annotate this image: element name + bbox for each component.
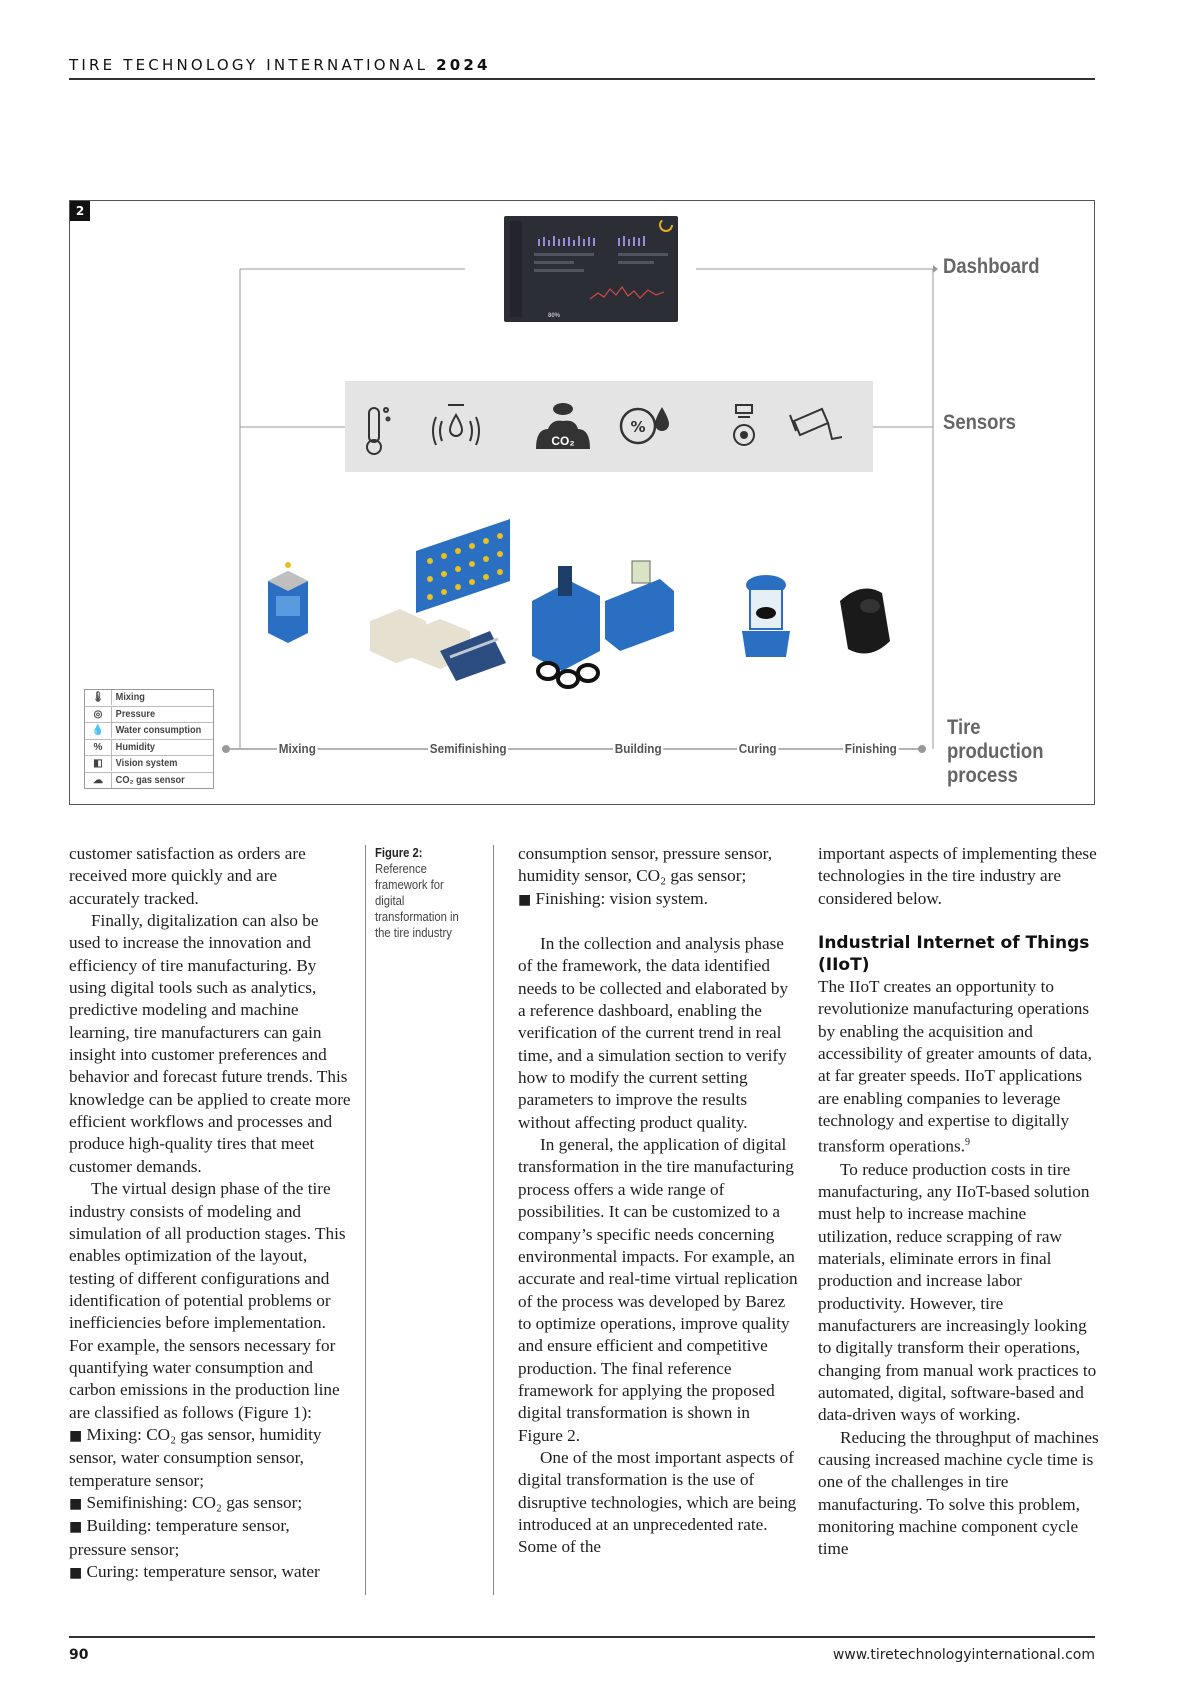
label-dashboard: Dashboard <box>943 255 1040 278</box>
running-header <box>69 56 1095 74</box>
paragraph: Reducing the throughput of machines causing increased machine cycle time is one of the challenges in tire manufacturing. To solve this problem, monitoring machine component cycle time <box>818 1427 1099 1559</box>
bullet-square-icon: ■ <box>69 1565 83 1581</box>
footnote-ref: 9 <box>965 1137 971 1149</box>
paragraph: In the collection and analysis phase of the framework, the data identified needs to be collected and elaborated by a reference dashboard, enabling the verification of the current trend in real time, and a simulation section to verify how to modify the current setting parameters to improve the results without affecting product quality. <box>518 934 789 1132</box>
paragraph: One of the most important aspects of digital transformation is the use of disruptive technologies, which are being introduced at an unprecedented rate. Some of the <box>518 1447 797 1557</box>
co2-sensor-icon: ☁ <box>85 773 112 788</box>
stage-finishing: Finishing <box>844 741 897 756</box>
pressure-sensor-icon: ◎ <box>85 707 112 722</box>
sensor-legend <box>84 689 214 789</box>
page-number: 90 <box>69 1647 89 1663</box>
caption-text: Reference framework for digital transformation in the tire industry <box>375 862 459 940</box>
semifinishing-machine <box>370 519 510 681</box>
legend-row <box>85 707 213 724</box>
footer-rule <box>69 1636 1095 1638</box>
figure-2 <box>69 200 1095 805</box>
bullet-item <box>518 888 798 911</box>
legend-label: CO₂ gas sensor <box>115 774 185 786</box>
framework-diagram <box>70 201 1093 803</box>
finishing-tire <box>840 589 890 654</box>
caption-label: Figure 2: <box>375 846 423 860</box>
figure-number: 2 <box>70 201 90 221</box>
humidity-icon: % <box>85 740 112 755</box>
stage-building: Building <box>614 741 662 756</box>
bullet-text: Semifinishing: CO₂ gas sensor; <box>86 1492 303 1512</box>
legend-row <box>85 690 213 707</box>
paragraph: consumption sensor, pressure sensor, humidity sensor, CO₂ gas sensor; <box>518 844 773 886</box>
dashboard-screen <box>504 216 678 322</box>
legend-label: Water consumption <box>115 725 202 737</box>
bullet-item <box>69 1515 351 1561</box>
stage-mixing: Mixing <box>278 741 316 756</box>
bullet-text: Finishing: vision system. <box>535 888 708 908</box>
legend-label: Vision system <box>115 758 178 770</box>
paragraph: Finally, digitalization can also be used to increase the innovation and efficiency of tire manufacturing. By using digital tools such as analytics, predictive modeling and machine learning, tire manufacturers can gain insight into customer preferences and behavior and forecast future trends. This knowledge can be applied to create more efficient workflows and processes and produce high-quality tires that meet customer demands. <box>69 911 351 1176</box>
paragraph: In general, the application of digital transformation in the tire manufacturing process offers a wide range of possibilities. It can be customized to a company’s specific needs concerning environmental impacts. For example, an accurate and real-time virtual replication of the process was developed by Barez to optimize operations, improve quality and ensure efficient and competitive production. The final reference framework for applying the proposed digital transformation is shown in Figure 2. <box>518 1135 798 1445</box>
legend-label: Humidity <box>115 741 156 753</box>
section-heading: Industrial Internet of Things (IIoT) <box>818 933 1090 976</box>
legend-label: Mixing <box>115 692 145 704</box>
label-sensors: Sensors <box>943 411 1016 434</box>
stage-curing: Curing <box>738 741 777 756</box>
bullet-item <box>69 1492 351 1515</box>
svg-text:%: % <box>630 418 646 436</box>
legend-row <box>85 740 213 757</box>
paragraph: customer satisfaction as orders are received more quickly and are accurately tracked. <box>69 844 306 908</box>
column-divider <box>493 845 494 1595</box>
thermometer-icon: 🌡 <box>85 690 112 705</box>
label-process: Tire production process <box>947 716 1044 787</box>
legend-label: Pressure <box>115 708 156 720</box>
bullet-text: Curing: temperature sensor, water <box>86 1562 320 1581</box>
bullet-square-icon: ■ <box>518 891 532 908</box>
curing-machine <box>742 575 790 657</box>
mixing-machine <box>268 562 308 643</box>
text-column-2 <box>518 843 798 1559</box>
stage-semifinishing: Semifinishing <box>429 741 507 756</box>
text-column-3 <box>818 843 1100 1561</box>
building-machine <box>532 561 674 687</box>
figure-caption <box>375 845 474 941</box>
legend-row <box>85 723 213 740</box>
header-rule <box>69 78 1095 80</box>
camera-icon: ◧ <box>85 756 112 771</box>
paragraph <box>818 976 1100 1158</box>
paragraph: To reduce production costs in tire manufacturing, any IIoT-based solution must help to increase machine utilization, reduce scrapping of raw materials, eliminate errors in final production and increase labor productivity. However, tire manufacturers are increasingly looking to digitally transform their operations, changing from manual work practices to automated, digital, software-based and data-driven ways of working. <box>818 1159 1097 1425</box>
water-drop-sensor-icon: 💧 <box>85 723 112 738</box>
bullet-item <box>69 1561 351 1584</box>
bullet-text: Mixing: CO₂ gas sensor, humidity sensor, water consumption sensor, temperature sensor; <box>69 1424 322 1490</box>
legend-row <box>85 773 213 789</box>
bullet-item <box>69 1424 351 1492</box>
header-title: TIRE TECHNOLOGY INTERNATIONAL <box>69 56 429 74</box>
legend-row <box>85 756 213 773</box>
paragraph: important aspects of implementing these technologies in the tire industry are considered below. <box>818 844 1097 908</box>
bullet-text: Building: temperature sensor, pressure sensor; <box>69 1516 290 1559</box>
paragraph: The virtual design phase of the tire industry consists of modeling and simulation of all production stages. This enables optimization of the layout, testing of different configurations and identification of potential problems or inefficiencies before implementation. For example, the sensors necessary for quantifying water consumption and carbon emissions in the production line are classified as follows (Figure 1): <box>69 1179 346 1422</box>
dashboard-percent: 80% <box>548 313 561 319</box>
bullet-square-icon: ■ <box>69 1427 83 1444</box>
bullet-square-icon: ■ <box>69 1519 83 1536</box>
co2-label: CO₂ <box>551 434 575 448</box>
header-year: 2024 <box>436 56 491 74</box>
column-divider <box>365 845 366 1595</box>
paragraph-text: The IIoT creates an opportunity to revolutionize manufacturing operations by enabling the acquisition and accessibility of greater amounts of data, at far greater speeds. IIoT applications are enabling companies to leverage technology and expertise to digitally transform operations. <box>818 977 1092 1157</box>
bullet-square-icon: ■ <box>69 1495 83 1512</box>
footer-url[interactable]: www.tiretechnologyinternational.com <box>832 1647 1095 1663</box>
text-column-1 <box>69 843 351 1584</box>
